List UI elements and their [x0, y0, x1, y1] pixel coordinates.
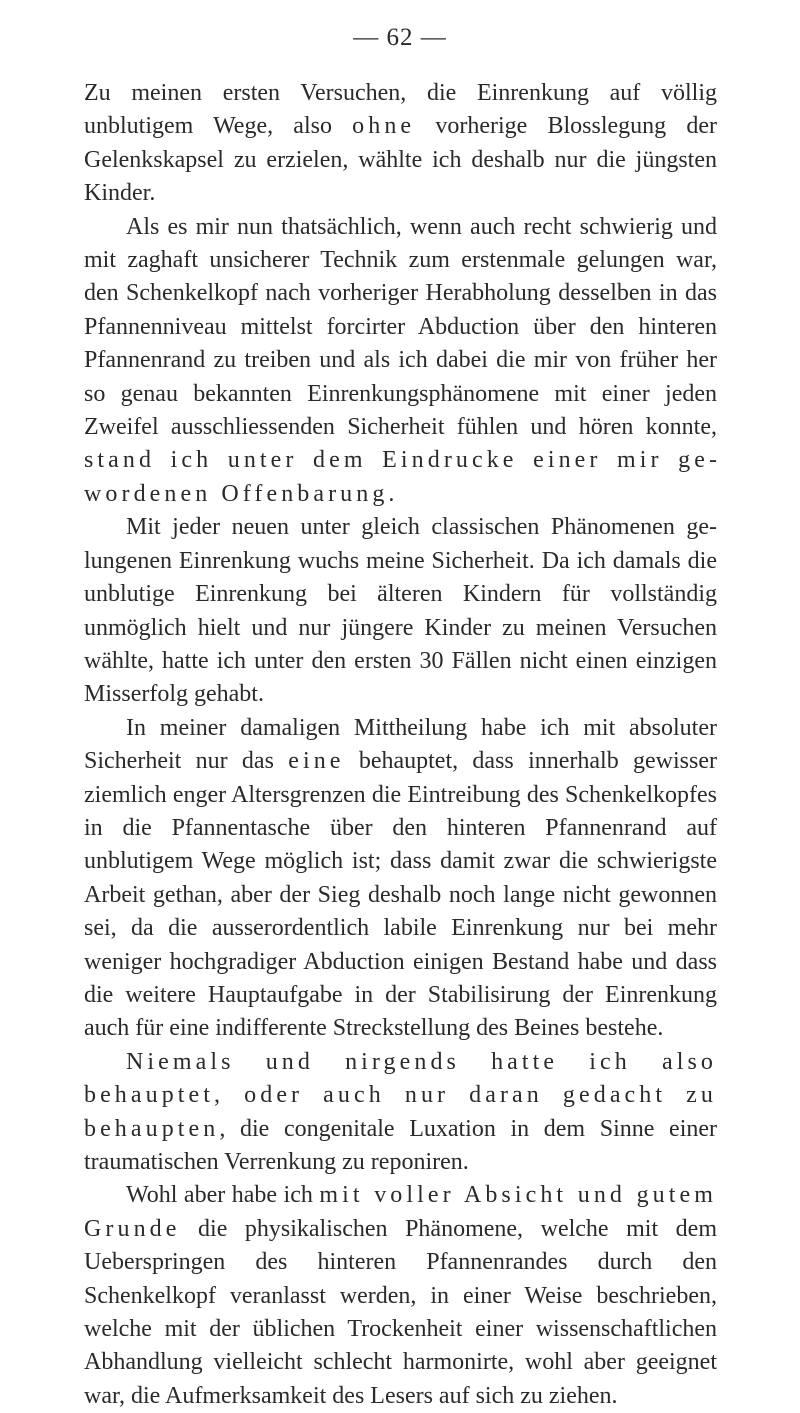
- spaced-emphasis: stand ich unter dem Eindrucke einer mir gewordenen Offenbarung: [84, 447, 717, 507]
- text-segment: , die congenitale Luxation in dem Sinne einer traumatischen Verrenkung zu reponiren.: [84, 1115, 717, 1175]
- spaced-emphasis: eine: [288, 748, 345, 775]
- page-number: — 62 —: [353, 24, 447, 51]
- text-segment: Mit jeder neuen unter gleich classischen Phänomenen gelungenen Einrenkung wuchs meine Sicherheit. Da ich damals die unblutige Einrenkung bei älteren Kindern für vollständig unmöglich hielt und nur jüngere Kinder zu meinen Versuchen wählte, hatte ich unter den ersten 30 Fällen nicht einen einzigen Misserfolg gehabt.: [84, 514, 717, 708]
- paragraph-3: [84, 511, 717, 711]
- body-text: [84, 77, 717, 1413]
- paragraph-5: [84, 1046, 717, 1180]
- paragraph-1: [84, 77, 717, 211]
- paragraph-2: [84, 211, 717, 512]
- spaced-emphasis: mit voller Absicht und gutem Grunde: [84, 1182, 717, 1242]
- text-segment: behauptet, dass innerhalb gewisser ziemlich enger Altersgrenzen die Eintreibung des Schenkelkopfes in die Pfannentasche über den hinteren Pfannenrand auf unblutigem Wege möglich ist; dass damit zwar die schwierigste Arbeit gethan, aber der Sieg deshalb noch lange nicht gewonnen sei, da die ausserordentlich labile Einrenkung nur bei mehr weniger hochgradiger Abduction einigen Bestand habe und dass die weitere Hauptaufgabe in der Stabilisirung der Einrenkung auch für eine indifferente Streckstellung des Beines bestehe.: [84, 748, 717, 1042]
- text-segment: Wohl aber habe ich: [126, 1182, 320, 1209]
- text-segment: Zu meinen ersten Versuchen, die Einrenkung auf völlig unblutigem Wege, also: [84, 80, 717, 140]
- text-segment: die physikalischen Phänomene, welche mit dem Ueberspringen des hinteren Pfannenrandes durch den Schenkelkopf veranlasst werden, in einer Weise beschrieben, welche mit der üblichen Trockenheit einer wissenschaftlichen Abhandlung vielleicht schlecht harmonirte, wohl aber geeignet war, die Aufmerksamkeit des Lesers auf sich zu ziehen.: [84, 1215, 717, 1409]
- paragraph-6: [84, 1179, 717, 1413]
- text-segment: .: [388, 480, 395, 507]
- text-segment: In meiner damaligen Mittheilung habe ich mit absoluter Sicherheit nur das: [84, 714, 717, 775]
- spaced-emphasis: Niemals und nirgends hatte ich also behauptet, oder auch nur daran gedacht zu behaupten: [84, 1048, 717, 1142]
- text-segment: Als es mir nun thatsächlich, wenn auch recht schwierig und mit zaghaft unsicherer Technik zum erstenmale gelungen war, den Schenkelkopf nach vorheriger Herabholung desselben in das Pfannenniveau mittelst forcirter Abduction über den hinteren Pfannenrand zu treiben und als ich dabei die mir von früher her so genau bekannten Einrenkungsphänomene mit einer jeden Zweifel ausschliessenden Sicherheit fühlen und hören konnte,: [84, 213, 717, 441]
- paragraph-4: [84, 712, 717, 1046]
- spaced-emphasis: ohne: [352, 113, 416, 140]
- text-segment: vorherige Blosslegung der Gelenkskapsel zu erzielen, wählte ich deshalb nur die jüngsten Kinder.: [84, 113, 717, 207]
